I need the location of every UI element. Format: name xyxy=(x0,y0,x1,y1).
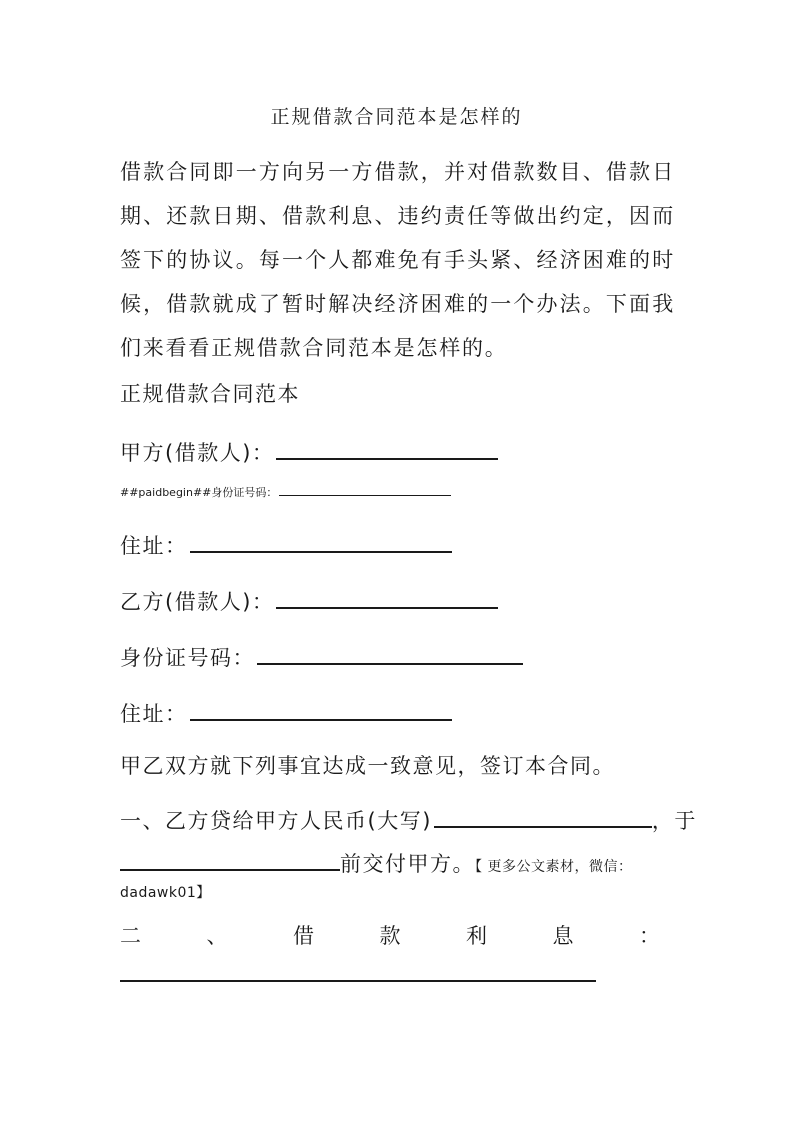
party-a-blank[interactable] xyxy=(276,438,498,460)
clause1-row-2 xyxy=(120,849,632,880)
section-heading: 正规借款合同范本 xyxy=(120,382,300,406)
intro-paragraph: 借款合同即一方向另一方借款，并对借款数目、借款日期、还款日期、借款利息、违约责任等做出约定，因而签下的协议。每一个人都难免有手头紧、经济困难的时候，借款就成了暂时解决经济困难的一个办法。下面我们来看看正规借款合同范本是怎样的。 xyxy=(120,160,675,360)
document-title: 正规借款合同范本是怎样的 xyxy=(270,106,523,128)
clause2-char: 利 xyxy=(466,924,487,948)
party-b-blank[interactable] xyxy=(276,587,498,609)
party-a-row xyxy=(120,438,498,466)
agreement-statement: 甲乙双方就下列事宜达成一致意见，签订本合同。 xyxy=(120,754,615,778)
clause2-char: 息 xyxy=(552,924,574,948)
clause1-prefix: 一、乙方贷给甲方人民币(大写) xyxy=(120,809,432,833)
address-blank-2[interactable] xyxy=(190,699,452,721)
clause1-suffix: 前交付甲方。 xyxy=(340,852,475,876)
id-number-blank[interactable] xyxy=(257,643,523,665)
clause1-mid: ，于 xyxy=(651,809,697,833)
address-blank-1[interactable] xyxy=(190,531,452,553)
clause2-char: 二 xyxy=(120,924,141,948)
clause2-char: 款 xyxy=(379,924,401,948)
address-row-1 xyxy=(120,531,452,559)
clause1-row-1 xyxy=(120,806,697,834)
address-label-1: 住址： xyxy=(120,534,188,558)
clause2-heading xyxy=(120,923,660,949)
party-b-label: 乙方(借款人)： xyxy=(120,590,275,614)
clause2-row xyxy=(120,960,596,988)
address-label-2: 住址： xyxy=(120,702,188,726)
clause2-char: 借 xyxy=(293,924,314,948)
clause1-note: 【 更多公文素材，微信： xyxy=(475,859,633,875)
clause1-note-cont: dadawk01】 xyxy=(120,885,211,901)
id-number-label: 身份证号码： xyxy=(120,646,255,670)
clause2-char: 、 xyxy=(206,924,228,948)
clause1-date-blank[interactable] xyxy=(120,849,340,871)
id-number-row xyxy=(120,643,523,671)
paid-marker-id-row xyxy=(120,485,451,501)
party-a-label: 甲方(借款人)： xyxy=(120,441,275,465)
paid-marker-id-label: ##paidbegin##身份证号码： xyxy=(120,486,278,499)
party-b-row xyxy=(120,587,498,615)
clause2-char: ： xyxy=(639,924,660,948)
clause1-amount-blank[interactable] xyxy=(434,806,652,828)
interest-blank[interactable] xyxy=(120,960,596,982)
paid-marker-id-blank[interactable] xyxy=(279,485,451,496)
address-row-2 xyxy=(120,699,452,727)
